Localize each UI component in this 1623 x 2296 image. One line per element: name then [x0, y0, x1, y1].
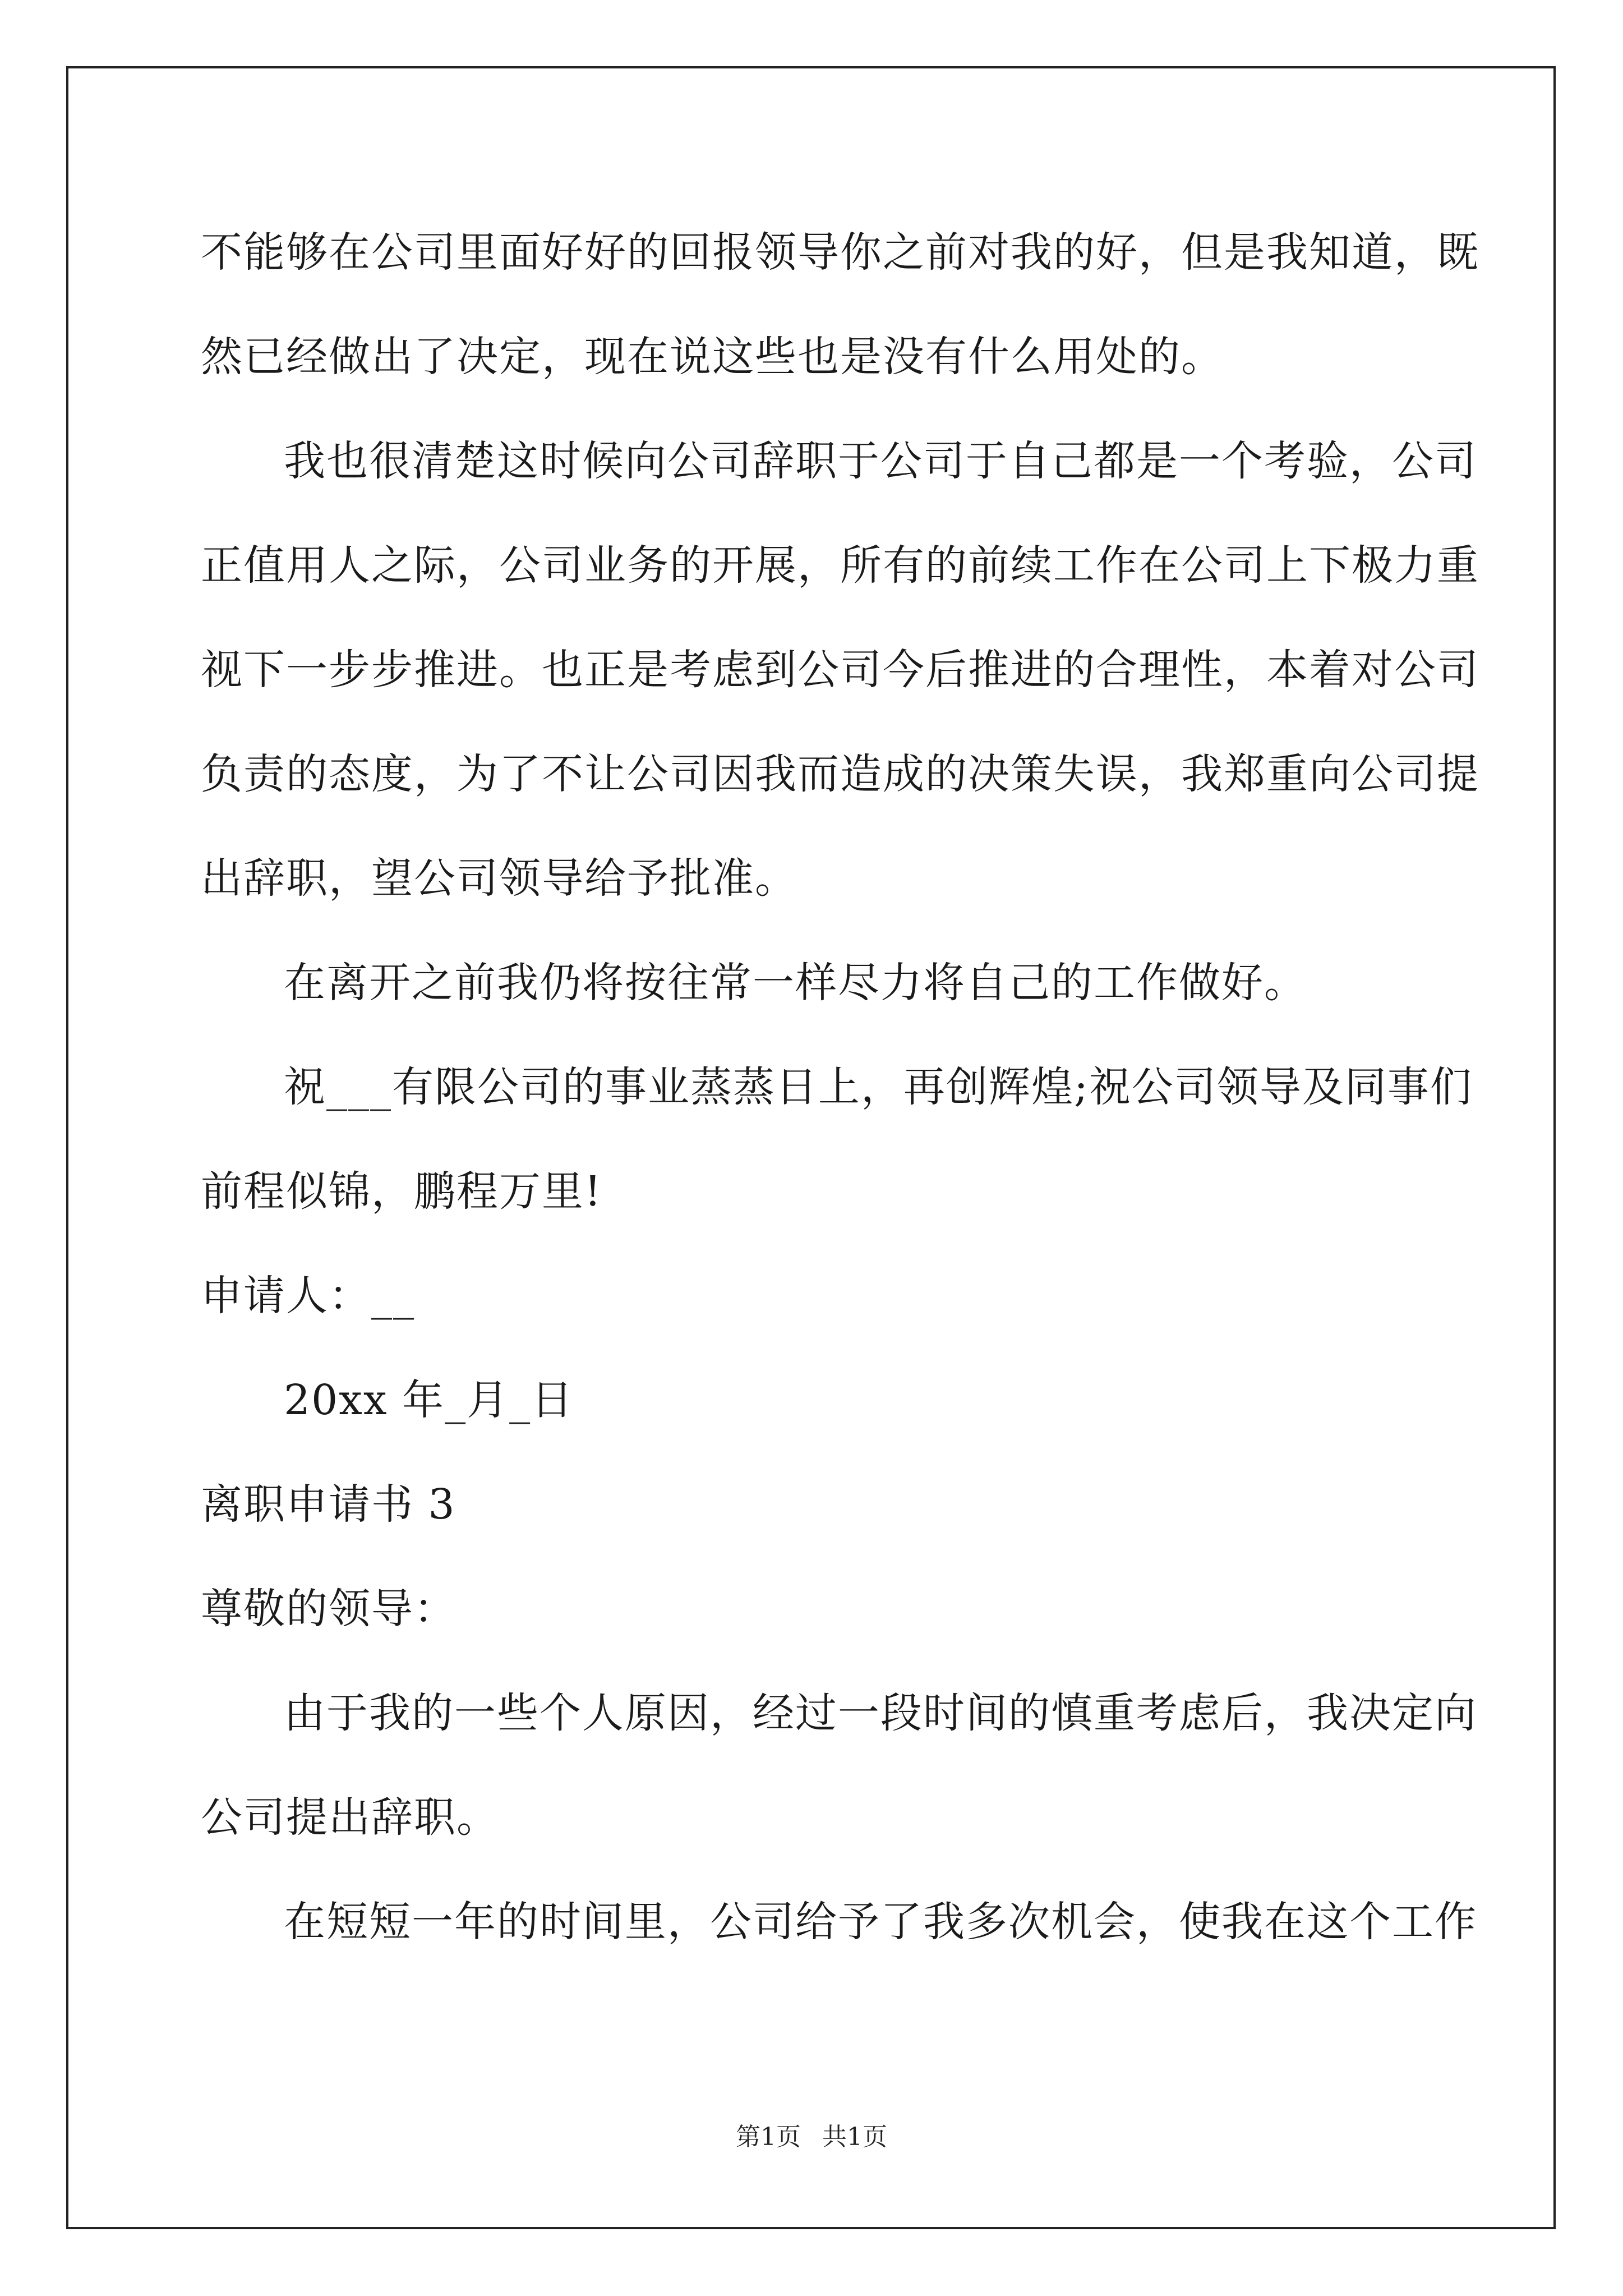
- applicant-line: 申请人：__: [201, 1272, 415, 1320]
- date-line: 20xx 年_月_日: [284, 1376, 574, 1424]
- text-line: 在离开之前我仍将按往常一样尽力将自己的工作做好。: [284, 959, 1307, 1007]
- text-line: 我也很清楚这时候向公司辞职于公司于自己都是一个考验，公司: [284, 437, 1477, 485]
- page-total: 共1页: [822, 2123, 887, 2151]
- text-line: 公司提出辞职。: [201, 1793, 499, 1842]
- text-line: 祝___有限公司的事业蒸蒸日上，再创辉煌;祝公司领导及同事们: [284, 1063, 1473, 1111]
- text-line: 视下一步步推进。也正是考虑到公司今后推进的合理性，本着对公司: [201, 646, 1479, 694]
- text-line: 负责的态度，为了不让公司因我而造成的决策失误，我郑重向公司提: [201, 750, 1479, 798]
- section-title: 离职申请书 3: [201, 1480, 456, 1529]
- text-line: 正值用人之际，公司业务的开展，所有的前续工作在公司上下极力重: [201, 541, 1479, 590]
- text-line: 由于我的一些个人原因，经过一段时间的慎重考虑后，我决定向: [284, 1689, 1477, 1737]
- salutation: 尊敬的领导：: [201, 1585, 457, 1633]
- text-line: 在短短一年的时间里，公司给予了我多次机会，使我在这个工作: [284, 1898, 1477, 1946]
- page-footer: [0, 2120, 1623, 2154]
- text-line: 出辞职，望公司领导给予批准。: [201, 854, 797, 903]
- text-line: 不能够在公司里面好好的回报领导你之前对我的好，但是我知道，既: [201, 228, 1479, 277]
- page-number: 第1页: [736, 2123, 801, 2151]
- text-line: 前程似锦，鹏程万里!: [201, 1167, 602, 1216]
- text-line: 然已经做出了决定，现在说这些也是没有什么用处的。: [201, 333, 1224, 381]
